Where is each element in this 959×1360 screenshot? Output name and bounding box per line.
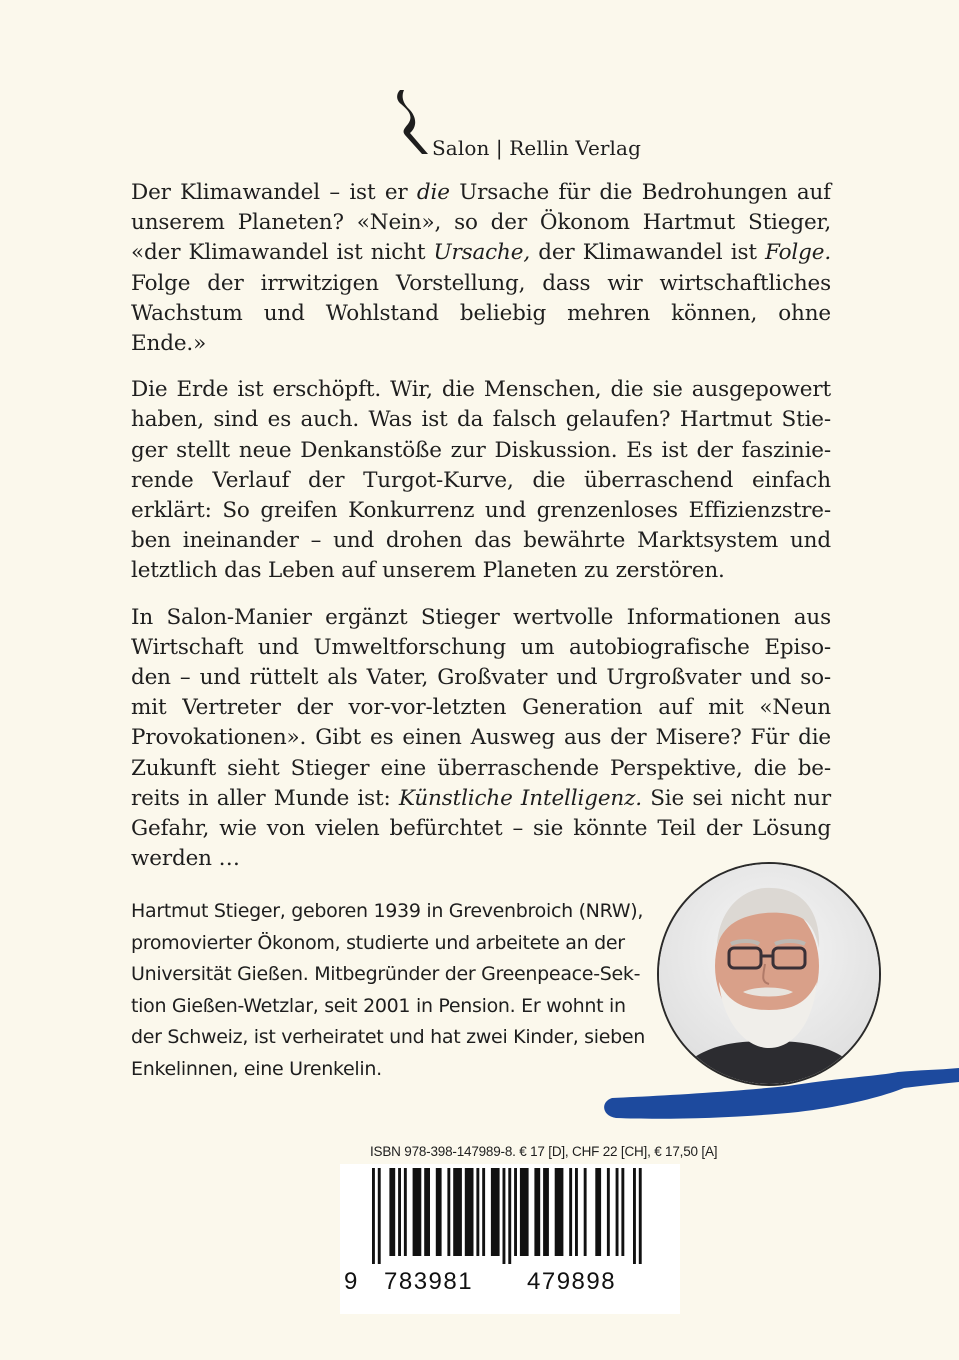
text-line: mit Vertreter der vor-vor-letzten Generation auf mit «Neun: [131, 695, 831, 721]
blurb-paragraph-2: [131, 375, 831, 586]
isbn-price-line: ISBN 978-398-147989-8. € 17 [D], CHF 22 [CH], € 17,50 [A]: [370, 1144, 718, 1159]
barcode-bar: [621, 1168, 624, 1256]
bio-line: der Schweiz, ist verheiratet und hat zwei Kinder, sieben: [131, 1026, 646, 1048]
bio-line: promovierter Ökonom, studierte und arbeitete an der: [131, 931, 625, 954]
barcode-bar: [514, 1168, 517, 1256]
text-line: «der Klimawandel ist nicht Ursache, der Klimawandel ist Folge.: [131, 240, 831, 266]
bio-line: Hartmut Stieger, geboren 1939 in Grevenbroich (NRW),: [131, 900, 644, 922]
barcode-bar: [595, 1168, 601, 1256]
barcode-bar: [491, 1168, 500, 1256]
barcode-first-digit: 9: [344, 1268, 359, 1295]
barcode-bar: [413, 1168, 422, 1256]
text-line: werden …: [131, 846, 240, 872]
text-line: Gefahr, wie von vielen befürchtet – sie könnte Teil der Lösung: [131, 816, 831, 842]
barcode-bar: [616, 1168, 619, 1256]
barcode-bar: [378, 1168, 381, 1264]
barcode-bar: [569, 1168, 572, 1256]
publisher-name: Salon | Rellin Verlag: [432, 136, 641, 160]
barcode-bar: [482, 1168, 485, 1256]
text-line: Wachstum und Wohlstand beliebig mehren können, ohne: [131, 300, 831, 326]
text-line: reits in aller Munde ist: Künstliche Intelligenz. Sie sei nicht nur: [131, 785, 831, 811]
text-line: erklärt: So greifen Konkurrenz und grenzenloses Effizienzstre-: [131, 498, 831, 524]
barcode-bar: [508, 1168, 511, 1264]
text-line: Provokationen». Gibt es einen Ausweg aus der Misere? Für die: [131, 725, 831, 751]
text-line: Folge der irrwitzigen Vorstellung, dass wir wirtschaftliches: [131, 270, 831, 296]
barcode-bar: [404, 1168, 407, 1256]
brush-stroke-decoration: [598, 1056, 959, 1126]
barcode-bar: [534, 1168, 540, 1256]
blurb-text: [131, 178, 831, 890]
barcode-bar: [398, 1168, 401, 1256]
text-line: Ende.»: [131, 331, 207, 357]
text-line: Wirtschaft und Umweltforschung um autobiografische Episo-: [131, 634, 831, 660]
blurb-paragraph-3: [131, 603, 831, 875]
barcode-bar: [543, 1168, 549, 1256]
barcode-bar: [555, 1168, 564, 1256]
barcode-bar: [575, 1168, 578, 1256]
bio-line: Enkelinnen, eine Urenkelin.: [131, 1057, 382, 1080]
text-line: unserem Planeten? «Nein», so der Ökonom Hartmut Stieger,: [131, 210, 831, 236]
text-line: Zukunft sieht Stieger eine überraschende Perspektive, die be-: [131, 755, 831, 781]
text-line: letztlich das Leben auf unserem Planeten zu zerstören.: [131, 558, 725, 584]
text-line: ben ineinander – und drohen das bewährte Marktsystem und: [131, 528, 831, 554]
text-line: ger stellt neue Denkanstöße zur Diskussion. Es ist der faszinie-: [131, 437, 831, 463]
barcode-bar: [639, 1168, 642, 1264]
barcode-left-digits: 783981: [384, 1268, 474, 1295]
text-line: Die Erde ist erschöpft. Wir, die Menschen, die sie ausgepowert: [131, 377, 831, 403]
barcode-bar: [503, 1168, 506, 1264]
bio-line: Universität Gießen. Mitbegründer der Greenpeace-Sek-: [131, 963, 641, 985]
text-line: Der Klimawandel – ist er die Ursache für die Bedrohungen auf: [131, 180, 831, 205]
barcode-bars: [370, 1168, 660, 1264]
bio-line: tion Gießen-Wetzlar, seit 2001 in Pension. Er wohnt in: [131, 994, 626, 1017]
barcode-bar: [607, 1168, 610, 1256]
blurb-paragraph-1: [131, 178, 831, 359]
text-line: haben, sind es auch. Was ist da falsch gelaufen? Hartmut Stie-: [131, 407, 831, 433]
barcode-bar: [436, 1168, 442, 1256]
author-bio: [131, 896, 671, 1085]
barcode-bar: [447, 1168, 450, 1256]
publisher-logo-icon: [392, 88, 432, 158]
barcode-bar: [372, 1168, 375, 1264]
barcode-bar: [476, 1168, 479, 1256]
barcode-bar: [389, 1168, 395, 1256]
text-line: den – und rüttelt als Vater, Großvater und Urgroßvater und so-: [131, 665, 831, 691]
text-line: rende Verlauf der Turgot-Kurve, die überraschend einfach: [131, 467, 831, 493]
barcode: [340, 1164, 680, 1314]
barcode-bar: [520, 1168, 529, 1256]
barcode-bar: [465, 1168, 474, 1256]
text-line: In Salon-Manier ergänzt Stieger wertvolle Informationen aus: [131, 604, 831, 630]
barcode-bar: [453, 1168, 462, 1256]
barcode-bar: [633, 1168, 636, 1264]
author-photo: [657, 862, 881, 1086]
barcode-bar: [424, 1168, 430, 1256]
barcode-right-digits: 479898: [527, 1268, 617, 1295]
barcode-bar: [584, 1168, 587, 1256]
